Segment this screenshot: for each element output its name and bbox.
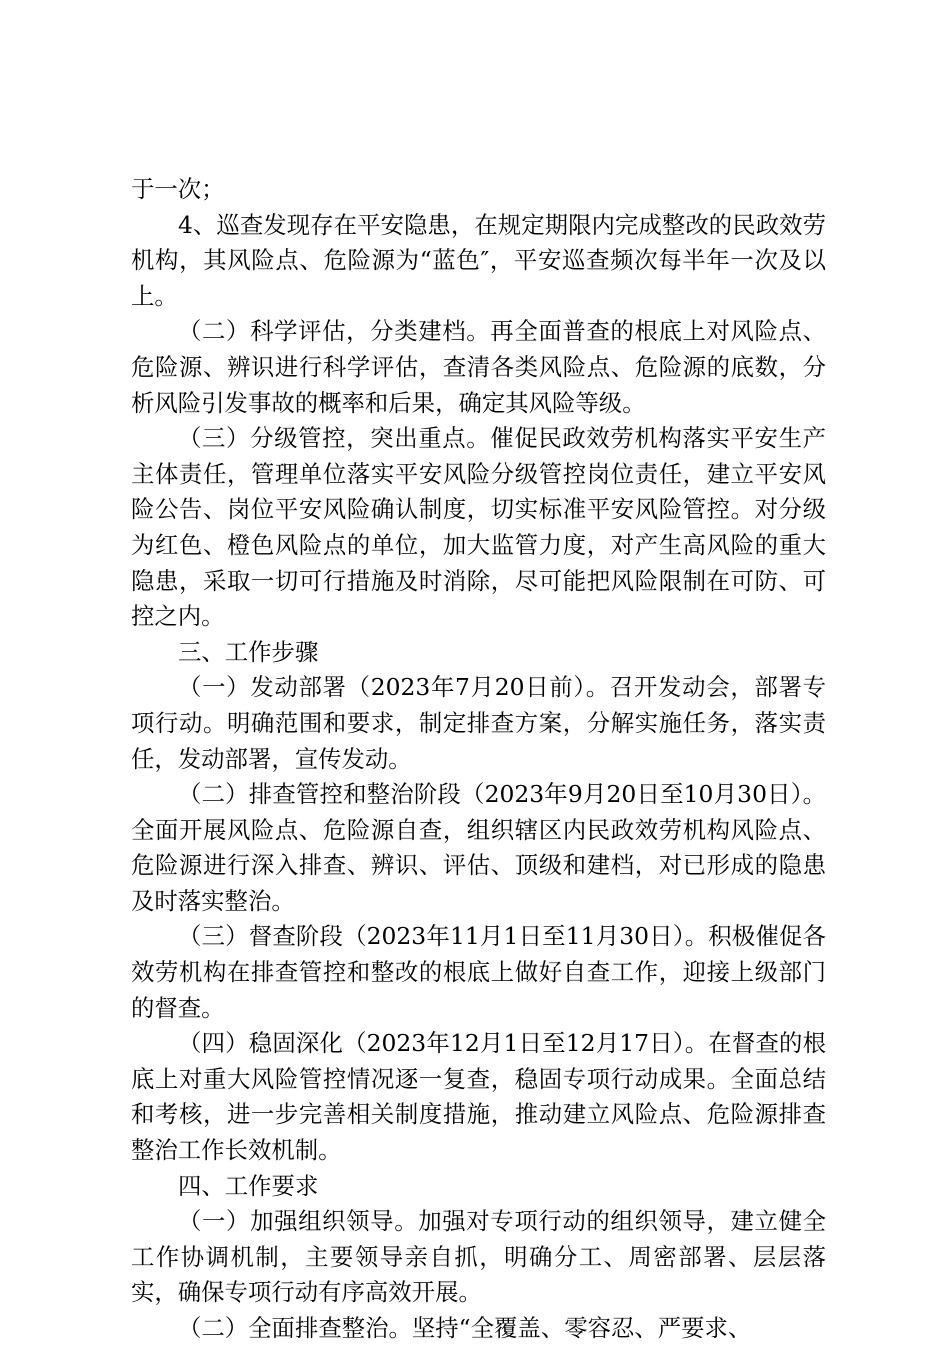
paragraph-continuation: 于一次； bbox=[131, 175, 225, 203]
paragraph-step-mobilization: （一）发动部署（2023年7月20日前）。召开发动会，部署专项行动。明确范围和要求，制定排查方案，分解实施任务，落实责任，发动部署，宣传发动。 bbox=[131, 673, 826, 773]
paragraph-step-consolidation: （四）稳固深化（2023年12月1日至12月17日）。在督查的根底上对重大风险管控情况逐一复查，稳固专项行动成果。全面总结和考核，进一步完善相关制度措施，推动建立风险点、危险源排查整治工作长效机制。 bbox=[131, 1029, 826, 1165]
paragraph-step-inspection: （二）排查管控和整治阶段（2023年9月20日至10月30日）。全面开展风险点、危险源自查，组织辖区内民政效劳机构风险点、危险源进行深入排查、辨识、评估、顶级和建档，对已形成的隐患及时落实整治。 bbox=[131, 780, 826, 915]
section-heading-work-requirements: 四、工作要求 bbox=[178, 1171, 319, 1200]
document-body bbox=[131, 172, 826, 1347]
paragraph-requirement-leadership: （一）加强组织领导。加强对专项行动的组织领导，建立健全工作协调机制，主要领导亲自抓，明确分工、周密部署、层层落实，确保专项行动有序高效开展。 bbox=[131, 1207, 826, 1307]
paragraph-item-4: 4、巡查发现存在平安隐患，在规定期限内完成整改的民政效劳机构，其风险点、危险源为“蓝色″，平安巡查频次每半年一次及以上。 bbox=[131, 210, 826, 310]
section-heading-work-steps: 三、工作步骤 bbox=[178, 637, 319, 666]
paragraph-graded-control: （三）分级管控，突出重点。催促民政效劳机构落实平安生产主体责任，管理单位落实平安风险分级管控岗位责任，建立平安风险公告、岗位平安风险确认制度，切实标准平安风险管控。对分级为红色、橙色风险点的单位，加大监管力度，对产生高风险的重大隐患，采取一切可行措施及时消除，尽可能把风险限制在可防、可控之内。 bbox=[131, 424, 826, 631]
paragraph-step-supervision: （三）督查阶段（2023年11月1日至11月30日）。积极催促各效劳机构在排查管控和整改的根底上做好自查工作，迎接上级部门的督查。 bbox=[131, 922, 826, 1022]
paragraph-requirement-inspection: （二）全面排查整治。坚持“全覆盖、零容忍、严要求、 bbox=[178, 1314, 752, 1342]
paragraph-scientific-assessment: （二）科学评估，分类建档。再全面普查的根底上对风险点、危险源、辨识进行科学评估，查清各类风险点、危险源的底数，分析风险引发事故的概率和后果，确定其风险等级。 bbox=[131, 317, 826, 417]
